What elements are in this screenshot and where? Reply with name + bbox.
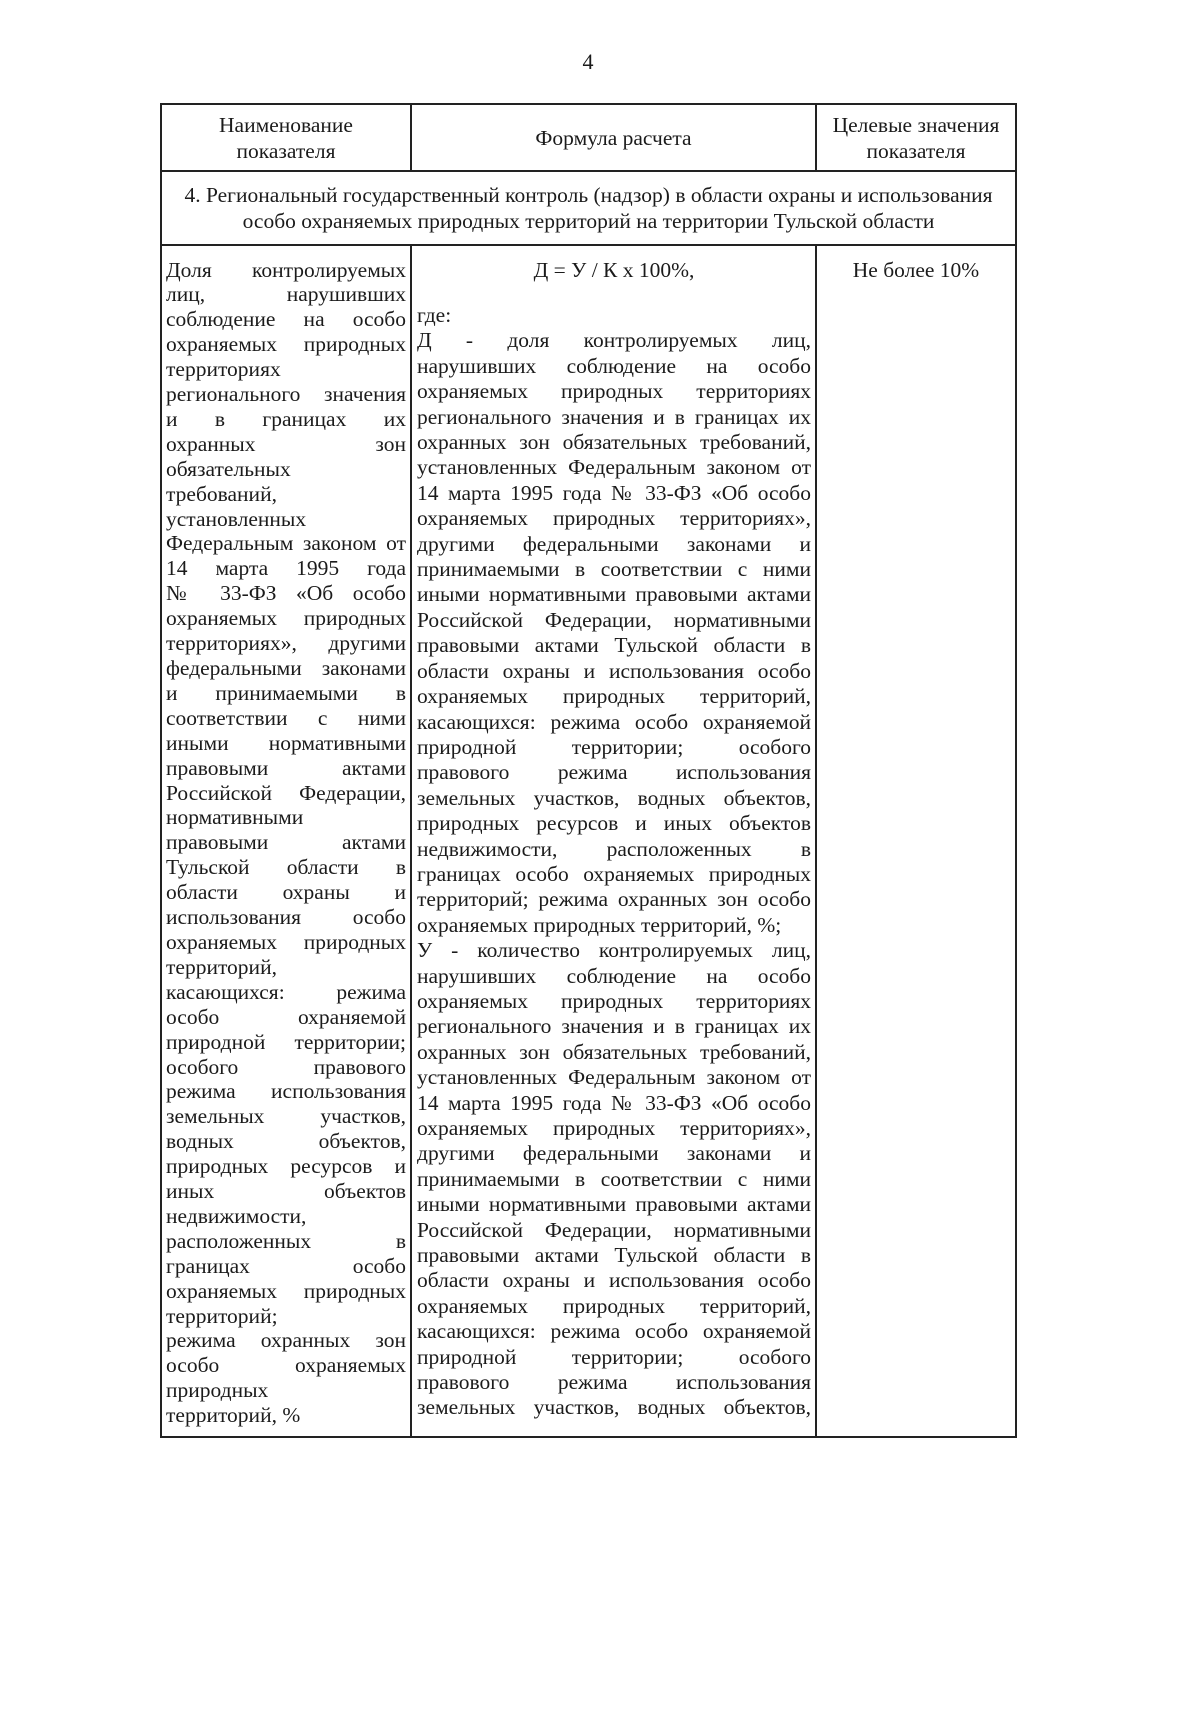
indicator-name-line: Доля контролируемых [166, 257, 406, 282]
table-header-row [162, 105, 1015, 172]
definition-line: другими федеральными законами и [417, 531, 811, 556]
indicator-name-line: режима использования [166, 1079, 406, 1104]
definition-line: земельных участков, водных объектов, [417, 785, 811, 810]
definition-line: охраняемых природных территорий, [417, 684, 811, 709]
definition-line: Российской Федерации, нормативными [417, 607, 811, 632]
indicator-name-line: лиц, нарушивших [166, 282, 406, 307]
definition-line: установленных Федеральным законом от [417, 455, 811, 480]
definition-line: Российской Федерации, нормативными [417, 1217, 811, 1242]
target-value: Не более 10% [852, 257, 980, 282]
indicator-name-line: 14 марта 1995 года [166, 556, 406, 581]
header-name-line: Наименование [219, 112, 353, 137]
definition-line: Д - доля контролируемых лиц, [417, 328, 811, 353]
definition-line: регионального значения и в границах их [417, 404, 811, 429]
indicator-name-line: охраняемых природных [166, 606, 406, 631]
definition-line: недвижимости, расположенных в [417, 836, 811, 861]
table-row [162, 246, 1015, 1436]
indicator-name-line: границах особо [166, 1253, 406, 1278]
indicator-name-line: иными нормативными [166, 730, 406, 755]
definition-line: охраняемых природных территорий, [417, 1293, 811, 1318]
indicator-name-line: территорий, % [166, 1403, 301, 1428]
definition-line: правовыми актами Тульской области в [417, 1243, 811, 1268]
definition-paragraph [417, 938, 811, 1421]
indicator-name-line: режима охранных зон [166, 1328, 406, 1353]
indicator-name-line: особо охраняемой [166, 1004, 406, 1029]
indicator-name-line: природной территории; [166, 1029, 406, 1054]
indicator-name-line: охраняемых природных [166, 929, 406, 954]
definition-line: касающихся: режима особо охраняемой [417, 1319, 811, 1344]
definition-line: принимаемыми в соответствии с ними [417, 1166, 811, 1191]
indicator-name-line: Тульской области в [166, 855, 406, 880]
section-title-line: 4. Региональный государственный контроль (надзор) в области охраны и использования [184, 183, 993, 207]
header-target-cell [817, 105, 1015, 170]
indicator-name-line: использования особо [166, 905, 406, 930]
formula-definitions [417, 328, 811, 1420]
indicator-name-line: соответствии с ними [166, 705, 406, 730]
section-title-line: особо охраняемых природных территорий на территории Тульской области [242, 209, 935, 233]
definition-line: установленных Федеральным законом от [417, 1065, 811, 1090]
formula-expression: Д = У / К х 100%, [533, 257, 695, 282]
header-target-line: показателя [866, 138, 966, 163]
indicator-name-line: земельных участков, [166, 1104, 406, 1129]
indicator-name-line: водных объектов, [166, 1129, 406, 1154]
definition-line: 14 марта 1995 года № 33-ФЗ «Об особо [417, 480, 811, 505]
indicator-name-line: требований, [166, 481, 277, 506]
definition-line: природных ресурсов и иных объектов [417, 811, 811, 836]
indicator-name-line: федеральными законами [166, 656, 406, 680]
definition-line: охраняемых природных территориях [417, 988, 811, 1013]
definition-line: территорий; режима охранных зон особо [417, 887, 811, 912]
definition-line: природной территории; особого [417, 1344, 811, 1369]
indicator-name-line: области охраны и [166, 880, 406, 905]
header-formula-label: Формула расчета [535, 125, 692, 150]
target-value-cell [817, 246, 1015, 1436]
indicator-name-line: нормативными [166, 805, 304, 830]
indicator-name-line: касающихся: режима [166, 979, 406, 1004]
definition-line: 14 марта 1995 года № 33-ФЗ «Об особо [417, 1090, 811, 1115]
indicator-name-line: Федеральным законом от [166, 531, 406, 556]
definition-line: правового режима использования [417, 760, 811, 785]
indicator-name-line: установленных [166, 506, 307, 531]
indicator-name-line: соблюдение на особо [166, 307, 406, 332]
definition-line: природной территории; особого [417, 734, 811, 759]
indicator-name-line: охранных зон [166, 431, 406, 456]
indicator-name-line: регионального значения [166, 382, 406, 407]
definition-line: У - количество контролируемых лиц, [417, 938, 811, 963]
indicator-name-line: правовыми актами [166, 830, 406, 855]
definition-line: другими федеральными законами и [417, 1141, 811, 1166]
definition-line: иными нормативными правовыми актами [417, 1192, 811, 1217]
definition-line: касающихся: режима особо охраняемой [417, 709, 811, 734]
definition-line: охраняемых природных территориях [417, 379, 811, 404]
header-name-line: показателя [236, 138, 336, 163]
definition-line: нарушивших соблюдение на особо [417, 353, 811, 378]
indicator-name-line: природных ресурсов и [166, 1154, 406, 1179]
definition-line: границах особо охраняемых природных [417, 861, 811, 886]
indicator-name-line: № 33-ФЗ «Об особо [166, 581, 406, 606]
indicator-name-line: правовыми актами [166, 755, 406, 780]
header-target-line: Целевые значения [832, 112, 1000, 137]
indicator-name-line: охраняемых природных [166, 1278, 406, 1303]
indicator-name-line: охраняемых природных [166, 332, 406, 357]
definition-line: регионального значения и в границах их [417, 1014, 811, 1039]
definition-paragraph [417, 328, 811, 938]
definition-line: охраняемых природных территорий, %; [417, 912, 782, 937]
indicator-name-line: природных [166, 1378, 269, 1403]
header-name-cell [162, 105, 412, 170]
definition-line: нарушивших соблюдение на особо [417, 963, 811, 988]
definition-line: правового режима использования [417, 1370, 811, 1395]
indicator-name-line: особо охраняемых [166, 1353, 406, 1378]
definition-line: иными нормативными правовыми актами [417, 582, 811, 607]
definition-line: охраняемых природных территориях», [417, 506, 811, 531]
definition-line: области охраны и использования особо [417, 1268, 811, 1293]
definition-line: принимаемыми в соответствии с ними [417, 557, 811, 582]
indicator-name-line: территориях [166, 357, 281, 382]
indicator-name-line: особого правового [166, 1054, 406, 1079]
indicator-name-line: иных объектов [166, 1179, 406, 1204]
section-title-row [162, 172, 1015, 246]
definition-line: области охраны и использования особо [417, 658, 811, 683]
header-formula-cell [412, 105, 817, 170]
definition-line: правовыми актами Тульской области в [417, 633, 811, 658]
indicator-name-line: и принимаемыми в [166, 680, 406, 705]
page-number: 4 [582, 49, 594, 74]
indicator-name-line: территориях», другими [166, 631, 406, 656]
formula-cell [412, 246, 817, 1436]
indicator-name-line: обязательных [166, 456, 291, 481]
indicator-name-line: территорий; [166, 1303, 278, 1328]
indicator-name-line: недвижимости, [166, 1203, 307, 1228]
indicator-name-line: расположенных в [166, 1228, 406, 1253]
definition-line: охранных зон обязательных требований, [417, 1039, 811, 1064]
indicator-name-line: территорий, [166, 954, 277, 979]
indicator-name-cell [162, 246, 412, 1436]
definition-line: охраняемых природных территориях», [417, 1116, 811, 1140]
section-title [162, 172, 1015, 244]
definition-line: земельных участков, водных объектов, [417, 1395, 811, 1420]
where-label: где: [417, 303, 452, 327]
indicator-name-line: и в границах их [166, 406, 406, 431]
indicator-name-line: Российской Федерации, [166, 780, 406, 805]
indicator-table [160, 103, 1017, 1438]
definition-line: охранных зон обязательных требований, [417, 430, 811, 455]
